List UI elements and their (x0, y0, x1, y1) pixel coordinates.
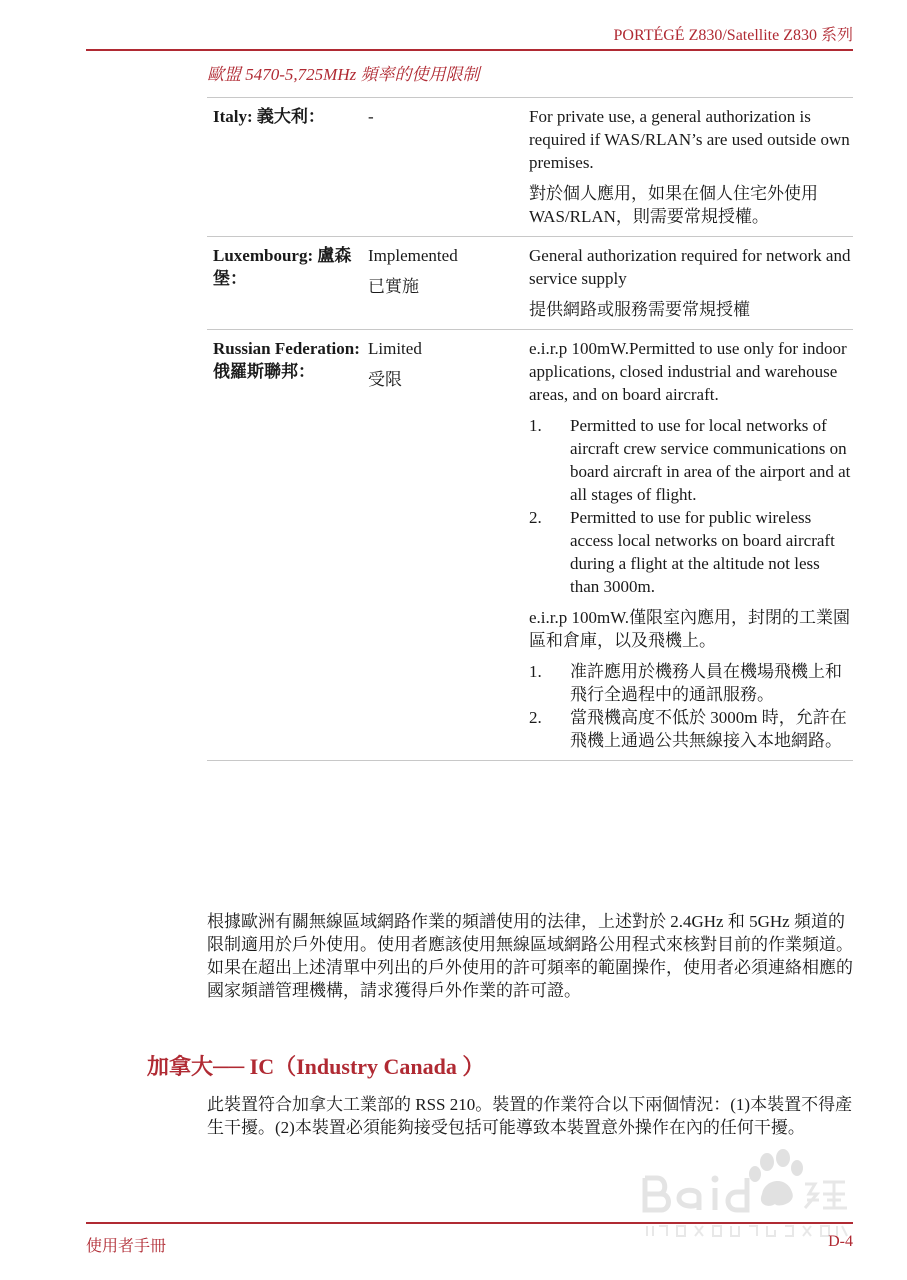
eu-regulation-paragraph: 根據歐洲有關無線區域網路作業的頻譜使用的法律，上述對於 2.4GHz 和 5GHz 頻道的限制適用於戶外使用。使用者應該使用無線區域網路公用程式來核對目前的作業頻道。如果在超出上述清單中列出的戶外使用的許可頻率的範圍操作，使用者必須連絡相應的國家頻譜管理機構，請求獲得戶外作業的許可證。 (207, 912, 853, 1000)
notes-list-en (529, 414, 853, 598)
table-row (207, 237, 853, 330)
list-number: 2. (529, 708, 542, 727)
eu-restrictions-table (207, 97, 853, 761)
list-number: 2. (529, 508, 542, 527)
list-text: 當飛機高度不低於 3000m 時，允許在飛機上通過公共無線接入本地網路。 (570, 708, 847, 750)
list-item (529, 660, 853, 706)
status-cell (368, 337, 529, 752)
notes-cell (529, 244, 853, 321)
notes-zh: 對於個人應用，如果在個人住宅外使用 WAS/RLAN，則需要常規授權。 (529, 184, 818, 226)
country-cell: Luxembourg: 盧森堡： (213, 246, 352, 288)
section-heading-canada: 加拿大── IC（Industry Canada ） (147, 1054, 485, 1079)
page-header-title: PORTÉGÉ Z830/Satellite Z830 系列 (613, 27, 853, 44)
table-row (207, 98, 853, 237)
footer-manual-title: 使用者手冊 (86, 1238, 167, 1255)
header-divider (86, 49, 853, 51)
notes-cell (529, 337, 853, 752)
list-item (529, 414, 853, 506)
status-text-zh: 受限 (368, 370, 402, 389)
notes-list-zh (529, 660, 853, 752)
list-item (529, 706, 853, 752)
list-item (529, 506, 853, 598)
canada-paragraph: 此裝置符合加拿大工業部的 RSS 210。裝置的作業符合以下兩個情況：(1)本裝置不得產生干擾。(2)本裝置必須能夠接受包括可能導致本裝置意外操作在內的任何干擾。 (207, 1095, 853, 1137)
country-cell: Russian Federation: 俄羅斯聯邦： (213, 339, 360, 381)
status-cell (368, 244, 529, 321)
status-text: Limited (368, 339, 422, 358)
list-text: Permitted to use for local networks of aircraft crew service communications on board aircraft in area of the airport and at all stages of flight. (570, 416, 851, 504)
list-number: 1. (529, 416, 542, 435)
footer-divider (86, 1222, 853, 1224)
notes-en: e.i.r.p 100mW.Permitted to use only for indoor applications, closed industrial and warehouse areas, and on board aircraft. (529, 339, 847, 404)
country-cell: Italy: 義大利： (213, 107, 325, 126)
status-text-zh: 已實施 (368, 277, 419, 296)
status-text: - (368, 107, 374, 126)
notes-cell (529, 105, 853, 228)
table-row (207, 330, 853, 761)
notes-en: General authorization required for network and service supply (529, 246, 851, 288)
notes-zh: e.i.r.p 100mW.僅限室內應用，封閉的工業園區和倉庫，以及飛機上。 (529, 608, 850, 650)
baidu-watermark-logo (637, 1148, 852, 1240)
footer-page-number: D-4 (828, 1233, 853, 1250)
table-caption: 歐盟 5470-5,725MHz 頻率的使用限制 (207, 65, 480, 84)
notes-en: For private use, a general authorization is required if WAS/RLAN’s are used outside own premises. (529, 107, 850, 172)
status-cell (368, 105, 529, 228)
list-text: Permitted to use for public wireless access local networks on board aircraft during a flight at the altitude not less than 3000m. (570, 508, 835, 596)
list-text: 准許應用於機務人員在機場飛機上和飛行全過程中的通訊服務。 (570, 662, 842, 704)
list-number: 1. (529, 662, 542, 681)
notes-zh: 提供網路或服務需要常規授權 (529, 300, 750, 319)
status-text: Implemented (368, 246, 458, 265)
